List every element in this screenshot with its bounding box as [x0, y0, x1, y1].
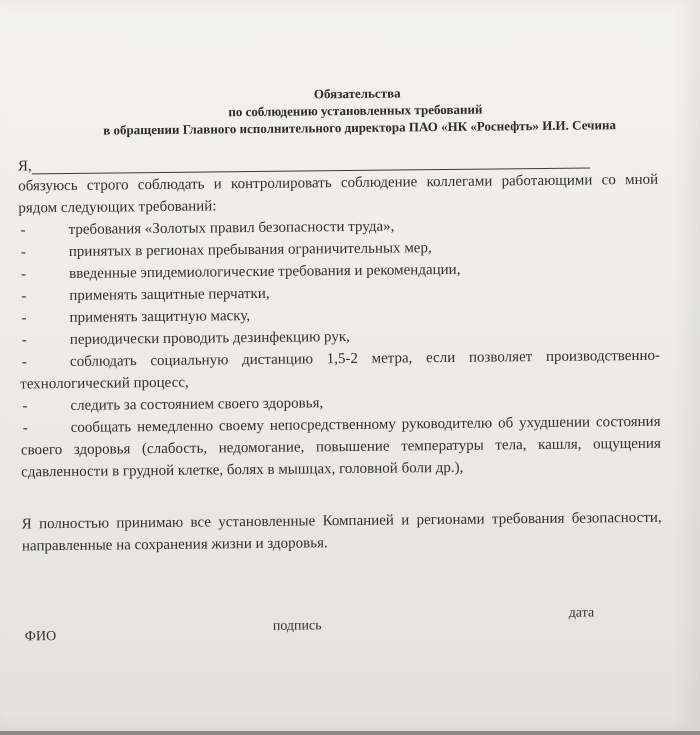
bullet-item: введенные эпидемиологические требования и рекомендации, [68, 261, 461, 282]
word: строго [86, 177, 129, 194]
word: контролировать [230, 175, 332, 193]
word: своему [218, 417, 265, 435]
word: недомогание, [218, 439, 305, 457]
bullet-item: принятых в регионах пребывания ограничительных мер, [68, 240, 432, 260]
document-title: Обязательства [313, 85, 401, 102]
bullet-dash: - [21, 354, 28, 371]
word: полностью [38, 515, 110, 533]
word: социальную [150, 352, 229, 370]
word: состояния [595, 413, 661, 431]
word: Я [21, 516, 32, 533]
bullet-item: следить за состоянием своего здоровья, [70, 395, 324, 414]
word: позволяет [468, 349, 533, 366]
bullet-dash: - [20, 244, 26, 261]
bullet-dash: - [21, 266, 27, 283]
word: требования [491, 510, 565, 528]
word: если [425, 349, 456, 367]
word: своего [20, 442, 63, 459]
word: мной [624, 171, 659, 189]
bullet-item [71, 414, 661, 437]
intro-line-2: рядом следующих требований: [18, 198, 217, 217]
word: руководителю [401, 415, 493, 433]
word: все [190, 514, 212, 531]
bullet-item: требования «Золотых правил безопасности труда», [68, 218, 395, 238]
word: непосредственному [269, 416, 396, 434]
word: Компанией [322, 512, 395, 530]
word: тела, [495, 437, 527, 454]
word: и [213, 176, 222, 193]
word: температуры [401, 437, 484, 455]
ya-label: Я, [17, 158, 32, 175]
word: (слабость, [141, 440, 208, 458]
word: регионами [416, 511, 485, 529]
bullet-dash: - [22, 398, 28, 415]
bullet-dash: - [22, 420, 28, 437]
word: дистанцию [241, 351, 314, 369]
acceptance-line-1 [22, 510, 662, 534]
intro-line-1 [18, 172, 658, 196]
fio-label: ФИО [24, 629, 57, 645]
word: принимаю [116, 514, 184, 532]
word: соблюдать [137, 176, 205, 194]
word: ощущения [593, 435, 661, 453]
word: кашля, [538, 436, 582, 454]
document-subtitle: по соблюдению установленных требований [228, 101, 483, 120]
word: метра, [371, 350, 413, 367]
word: ухудшении [519, 414, 591, 432]
bullet-item: периодически проводить дезинфекцию рук, [69, 329, 350, 348]
word: обязуюсь [18, 177, 78, 195]
word: установленные [218, 513, 316, 531]
word: коллегами [426, 173, 493, 191]
word: работающими [501, 172, 593, 190]
word: немедленно [137, 418, 214, 436]
signature-label: подпись [272, 618, 322, 634]
acceptance-line-2: направленные на сохранения жизни и здоровья. [21, 535, 328, 555]
word: 1,5-2 [326, 350, 359, 368]
bullet-dash: - [21, 288, 27, 305]
bullet-continuation [21, 436, 661, 460]
word: соблюдать [69, 353, 137, 370]
word: и [401, 512, 410, 529]
bullet-dash: - [21, 332, 27, 349]
word: безопасности, [571, 509, 662, 527]
date-label: дата [568, 605, 595, 621]
word: производственно- [545, 347, 661, 365]
bullet-continuation: сдавленности в грудной клетке, болях в мышцах, головной боли др.), [21, 459, 464, 481]
word: соблюдение [340, 174, 418, 192]
bullet-item: применять защитную маску, [69, 308, 251, 326]
document-subtitle-2: в обращении Главного исполнительного директора ПАО «НК «Роснефть» И.И. Сечина [103, 117, 617, 138]
bullet-item: применять защитные перчатки, [69, 285, 270, 304]
bullet-continuation: технологический процесс, [20, 374, 189, 393]
word: повышение [315, 438, 390, 456]
word: здоровья [73, 441, 131, 458]
word: об [498, 415, 514, 432]
bullet-item [70, 348, 660, 371]
word: со [601, 172, 616, 189]
bullet-dash: - [21, 310, 27, 327]
bullet-dash: - [20, 222, 26, 239]
word: сообщать [70, 419, 132, 436]
